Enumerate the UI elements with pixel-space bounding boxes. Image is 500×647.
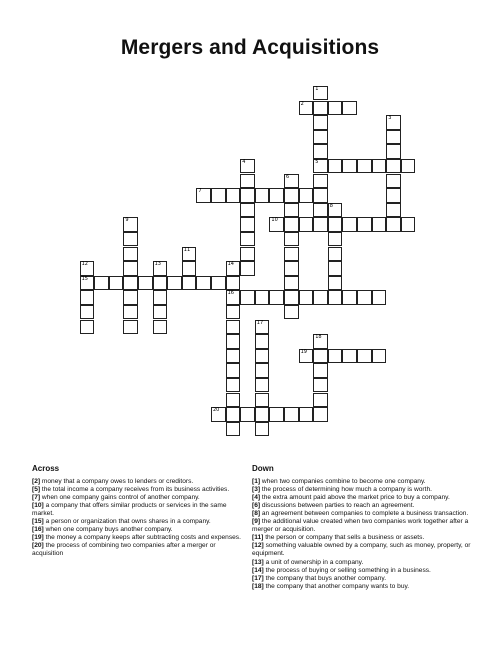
grid-cell[interactable] — [372, 349, 387, 364]
clue-number: [11] — [252, 534, 264, 542]
grid-cell[interactable] — [226, 422, 241, 437]
grid-cell[interactable] — [342, 349, 357, 364]
clue-text: a person or organization that owns shares in a company. — [43, 518, 211, 526]
grid-cell[interactable] — [313, 174, 328, 189]
clue-text: something valuable owned by a company, such as money, property, or equipment. — [252, 542, 471, 558]
grid-cell[interactable] — [123, 247, 138, 262]
puzzle-title: Mergers and Acquisitions — [120, 36, 380, 59]
grid-cell[interactable] — [284, 217, 299, 232]
clue-number: [14] — [252, 566, 264, 574]
clue-number: [20] — [32, 542, 44, 550]
grid-cell[interactable] — [123, 261, 138, 276]
grid-cell[interactable] — [153, 276, 168, 291]
grid-cell[interactable] — [386, 130, 401, 145]
clue-number: [6] — [252, 502, 261, 510]
grid-cell[interactable] — [313, 334, 328, 349]
grid-cell[interactable] — [328, 276, 343, 291]
clue-item — [32, 534, 247, 542]
grid-cell[interactable] — [284, 305, 299, 320]
clue-item — [252, 494, 474, 502]
clue-item — [252, 502, 474, 510]
grid-cell[interactable] — [269, 188, 284, 203]
grid-cell[interactable] — [182, 247, 197, 262]
grid-cell[interactable] — [313, 217, 328, 232]
grid-cell[interactable] — [226, 378, 241, 393]
grid-cell[interactable] — [342, 159, 357, 174]
down-clue-list — [252, 478, 474, 591]
grid-cell[interactable] — [240, 261, 255, 276]
grid-cell[interactable] — [255, 334, 270, 349]
cell-number: 6 — [286, 173, 290, 180]
grid-cell[interactable] — [226, 349, 241, 364]
clue-item — [252, 510, 474, 518]
grid-cell[interactable] — [109, 276, 124, 291]
cell-number: 3 — [388, 115, 392, 122]
grid-cell[interactable] — [226, 188, 241, 203]
grid-cell[interactable] — [255, 407, 270, 422]
grid-cell[interactable] — [211, 407, 226, 422]
grid-cell[interactable] — [401, 217, 416, 232]
grid-cell[interactable] — [255, 378, 270, 393]
clue-number: [10] — [32, 502, 44, 510]
grid-cell[interactable] — [240, 232, 255, 247]
grid-cell[interactable] — [299, 101, 314, 116]
grid-cell[interactable] — [386, 217, 401, 232]
cell-number: 5 — [315, 158, 319, 165]
cell-number: 7 — [198, 188, 202, 195]
grid-cell[interactable] — [123, 217, 138, 232]
clue-item — [252, 542, 474, 558]
grid-cell[interactable] — [342, 101, 357, 116]
clue-item — [252, 567, 474, 575]
grid-cell[interactable] — [328, 247, 343, 262]
clue-item — [252, 518, 474, 534]
grid-cell[interactable] — [284, 261, 299, 276]
clue-item — [32, 478, 247, 486]
grid-cell[interactable] — [328, 290, 343, 305]
grid-cell[interactable] — [328, 101, 343, 116]
grid-cell[interactable] — [226, 363, 241, 378]
grid-cell[interactable] — [80, 276, 95, 291]
grid-cell[interactable] — [240, 188, 255, 203]
grid-cell[interactable] — [313, 86, 328, 101]
clue-number: [8] — [252, 510, 261, 518]
grid-cell[interactable] — [284, 407, 299, 422]
clue-number: [17] — [252, 574, 264, 582]
cell-number: 17 — [256, 319, 264, 326]
grid-cell[interactable] — [80, 261, 95, 276]
grid-cell[interactable] — [153, 320, 168, 335]
grid-cell[interactable] — [226, 276, 241, 291]
grid-cell[interactable] — [226, 407, 241, 422]
clue-text: the process of buying or selling something in a business. — [263, 566, 431, 574]
clue-number: [2] — [32, 478, 41, 486]
grid-cell[interactable] — [386, 115, 401, 130]
grid-cell[interactable] — [80, 305, 95, 320]
cell-number: 12 — [81, 261, 88, 268]
grid-cell[interactable] — [313, 159, 328, 174]
down-heading: Down — [252, 464, 274, 473]
cell-number: 13 — [154, 261, 161, 268]
grid-cell[interactable] — [328, 349, 343, 364]
grid-cell[interactable] — [240, 217, 255, 232]
across-clue-list — [32, 478, 247, 558]
cell-number: 8 — [329, 202, 333, 209]
grid-cell[interactable] — [313, 378, 328, 393]
clue-item — [32, 486, 247, 494]
grid-cell[interactable] — [284, 174, 299, 189]
grid-cell[interactable] — [357, 290, 372, 305]
grid-cell[interactable] — [313, 363, 328, 378]
grid-cell[interactable] — [357, 349, 372, 364]
grid-cell[interactable] — [313, 407, 328, 422]
grid-cell[interactable] — [255, 290, 270, 305]
grid-cell[interactable] — [255, 393, 270, 408]
clue-text: when one company buys another company. — [43, 526, 173, 534]
cell-number: 18 — [315, 334, 322, 341]
clue-item — [32, 518, 247, 526]
grid-cell[interactable] — [123, 320, 138, 335]
grid-cell[interactable] — [342, 290, 357, 305]
grid-cell[interactable] — [226, 305, 241, 320]
clue-item — [32, 526, 247, 534]
grid-cell[interactable] — [80, 320, 95, 335]
clue-text: the company that buys another company. — [263, 574, 387, 582]
clue-text: an agreement between companies to complete a business transaction. — [260, 510, 469, 518]
grid-cell[interactable] — [313, 349, 328, 364]
grid-cell[interactable] — [196, 276, 211, 291]
cell-number: 20 — [213, 407, 220, 414]
grid-cell[interactable] — [328, 159, 343, 174]
grid-cell[interactable] — [313, 393, 328, 408]
grid-cell[interactable] — [226, 290, 241, 305]
grid-cell[interactable] — [211, 276, 226, 291]
grid-cell[interactable] — [313, 203, 328, 218]
grid-cell[interactable] — [299, 407, 314, 422]
grid-cell[interactable] — [299, 217, 314, 232]
grid-cell[interactable] — [372, 217, 387, 232]
grid-cell[interactable] — [167, 276, 182, 291]
grid-cell[interactable] — [94, 276, 109, 291]
grid-cell[interactable] — [284, 276, 299, 291]
grid-cell[interactable] — [153, 290, 168, 305]
clue-text: the total income a company receives from its business activities. — [40, 486, 230, 494]
grid-cell[interactable] — [226, 334, 241, 349]
grid-cell[interactable] — [269, 407, 284, 422]
clue-item — [252, 534, 474, 542]
clue-number: [15] — [32, 518, 44, 526]
clue-item — [32, 502, 247, 518]
clue-item — [32, 542, 247, 558]
clue-number: [5] — [32, 486, 41, 494]
grid-cell[interactable] — [299, 290, 314, 305]
grid-cell[interactable] — [386, 159, 401, 174]
clue-item — [252, 486, 474, 494]
grid-cell[interactable] — [284, 188, 299, 203]
grid-cell[interactable] — [328, 232, 343, 247]
grid-cell[interactable] — [226, 393, 241, 408]
grid-cell[interactable] — [328, 261, 343, 276]
across-clues-section — [32, 465, 247, 559]
grid-cell[interactable] — [240, 159, 255, 174]
clue-text: the process of determining how much a company is worth. — [260, 486, 432, 494]
grid-cell[interactable] — [372, 290, 387, 305]
grid-cell[interactable] — [153, 305, 168, 320]
grid-cell[interactable] — [138, 276, 153, 291]
clue-text: the extra amount paid above the market price to buy a company. — [260, 494, 450, 502]
clue-text: money that a company owes to lenders or creditors. — [40, 478, 194, 486]
grid-cell[interactable] — [357, 159, 372, 174]
grid-cell[interactable] — [313, 101, 328, 116]
clue-item — [252, 478, 474, 486]
grid-cell[interactable] — [255, 188, 270, 203]
grid-cell[interactable] — [255, 422, 270, 437]
clue-item — [252, 575, 474, 583]
cell-number: 9 — [125, 217, 129, 224]
clue-number: [7] — [32, 494, 41, 502]
grid-cell[interactable] — [299, 188, 314, 203]
cell-number: 19 — [300, 348, 307, 355]
grid-cell[interactable] — [328, 203, 343, 218]
grid-cell[interactable] — [372, 159, 387, 174]
grid-cell[interactable] — [386, 203, 401, 218]
grid-cell[interactable] — [123, 290, 138, 305]
clue-text: the company that another company wants to buy. — [263, 582, 410, 590]
clue-item — [252, 559, 474, 567]
cell-number: 16 — [227, 290, 234, 297]
clue-number: [19] — [32, 534, 44, 542]
down-clues-section — [252, 465, 474, 591]
grid-cell[interactable] — [182, 261, 197, 276]
cell-number: 2 — [300, 100, 304, 107]
cell-number: 15 — [81, 275, 88, 282]
grid-cell[interactable] — [328, 217, 343, 232]
clue-text: when one company gains control of another company. — [40, 494, 200, 502]
clue-text: the money a company keeps after subtracting costs and expenses. — [43, 534, 241, 542]
grid-cell[interactable] — [269, 217, 284, 232]
clue-item — [252, 583, 474, 591]
clue-number: [13] — [252, 558, 264, 566]
grid-cell[interactable] — [153, 261, 168, 276]
cell-number: 14 — [227, 261, 234, 268]
grid-cell[interactable] — [284, 290, 299, 305]
grid-cell[interactable] — [255, 349, 270, 364]
cell-number: 11 — [183, 246, 191, 253]
grid-cell[interactable] — [255, 363, 270, 378]
cell-number: 4 — [242, 158, 246, 165]
clue-item — [32, 494, 247, 502]
clue-text: discussions between parties to reach an agreement. — [260, 502, 415, 510]
clue-text: the process of combining two companies after a merger or acquisition — [32, 542, 216, 558]
clue-text: the additional value created when two companies work together after a merger or acquisition. — [252, 518, 469, 534]
clue-text: the person or company that sells a business or assets. — [263, 534, 425, 542]
grid-cell[interactable] — [255, 320, 270, 335]
grid-cell[interactable] — [313, 188, 328, 203]
clue-number: [4] — [252, 494, 261, 502]
grid-cell[interactable] — [226, 261, 241, 276]
grid-cell[interactable] — [211, 188, 226, 203]
grid-cell[interactable] — [123, 276, 138, 291]
grid-cell[interactable] — [386, 188, 401, 203]
grid-cell[interactable] — [313, 115, 328, 130]
clue-number: [9] — [252, 518, 261, 526]
grid-cell[interactable] — [240, 203, 255, 218]
clue-number: [18] — [252, 582, 264, 590]
grid-cell[interactable] — [313, 290, 328, 305]
grid-cell[interactable] — [196, 188, 211, 203]
grid-cell[interactable] — [357, 217, 372, 232]
grid-cell[interactable] — [269, 290, 284, 305]
grid-cell[interactable] — [299, 349, 314, 364]
grid-cell[interactable] — [401, 159, 416, 174]
grid-cell[interactable] — [123, 305, 138, 320]
clue-text: a company that offers similar products or services in the same market. — [32, 502, 227, 518]
cell-number: 10 — [271, 217, 278, 224]
grid-cell[interactable] — [313, 144, 328, 159]
across-heading: Across — [32, 464, 60, 473]
grid-cell[interactable] — [80, 290, 95, 305]
grid-cell[interactable] — [123, 232, 138, 247]
clue-number: [16] — [32, 526, 44, 534]
grid-cell[interactable] — [313, 130, 328, 145]
grid-cell[interactable] — [240, 290, 255, 305]
grid-cell[interactable] — [240, 174, 255, 189]
clue-text: a unit of ownership in a company. — [263, 558, 364, 566]
grid-cell[interactable] — [386, 174, 401, 189]
grid-cell[interactable] — [386, 144, 401, 159]
clue-text: when two companies combine to become one company. — [260, 478, 426, 486]
clue-number: [3] — [252, 486, 261, 494]
grid-cell[interactable] — [240, 247, 255, 262]
grid-cell[interactable] — [284, 247, 299, 262]
grid-cell[interactable] — [284, 203, 299, 218]
grid-cell[interactable] — [342, 217, 357, 232]
grid-cell[interactable] — [240, 407, 255, 422]
clue-number: [1] — [252, 478, 261, 486]
cell-number: 1 — [315, 85, 319, 92]
grid-cell[interactable] — [284, 232, 299, 247]
grid-cell[interactable] — [226, 320, 241, 335]
grid-cell[interactable] — [182, 276, 197, 291]
clue-number: [12] — [252, 542, 264, 550]
